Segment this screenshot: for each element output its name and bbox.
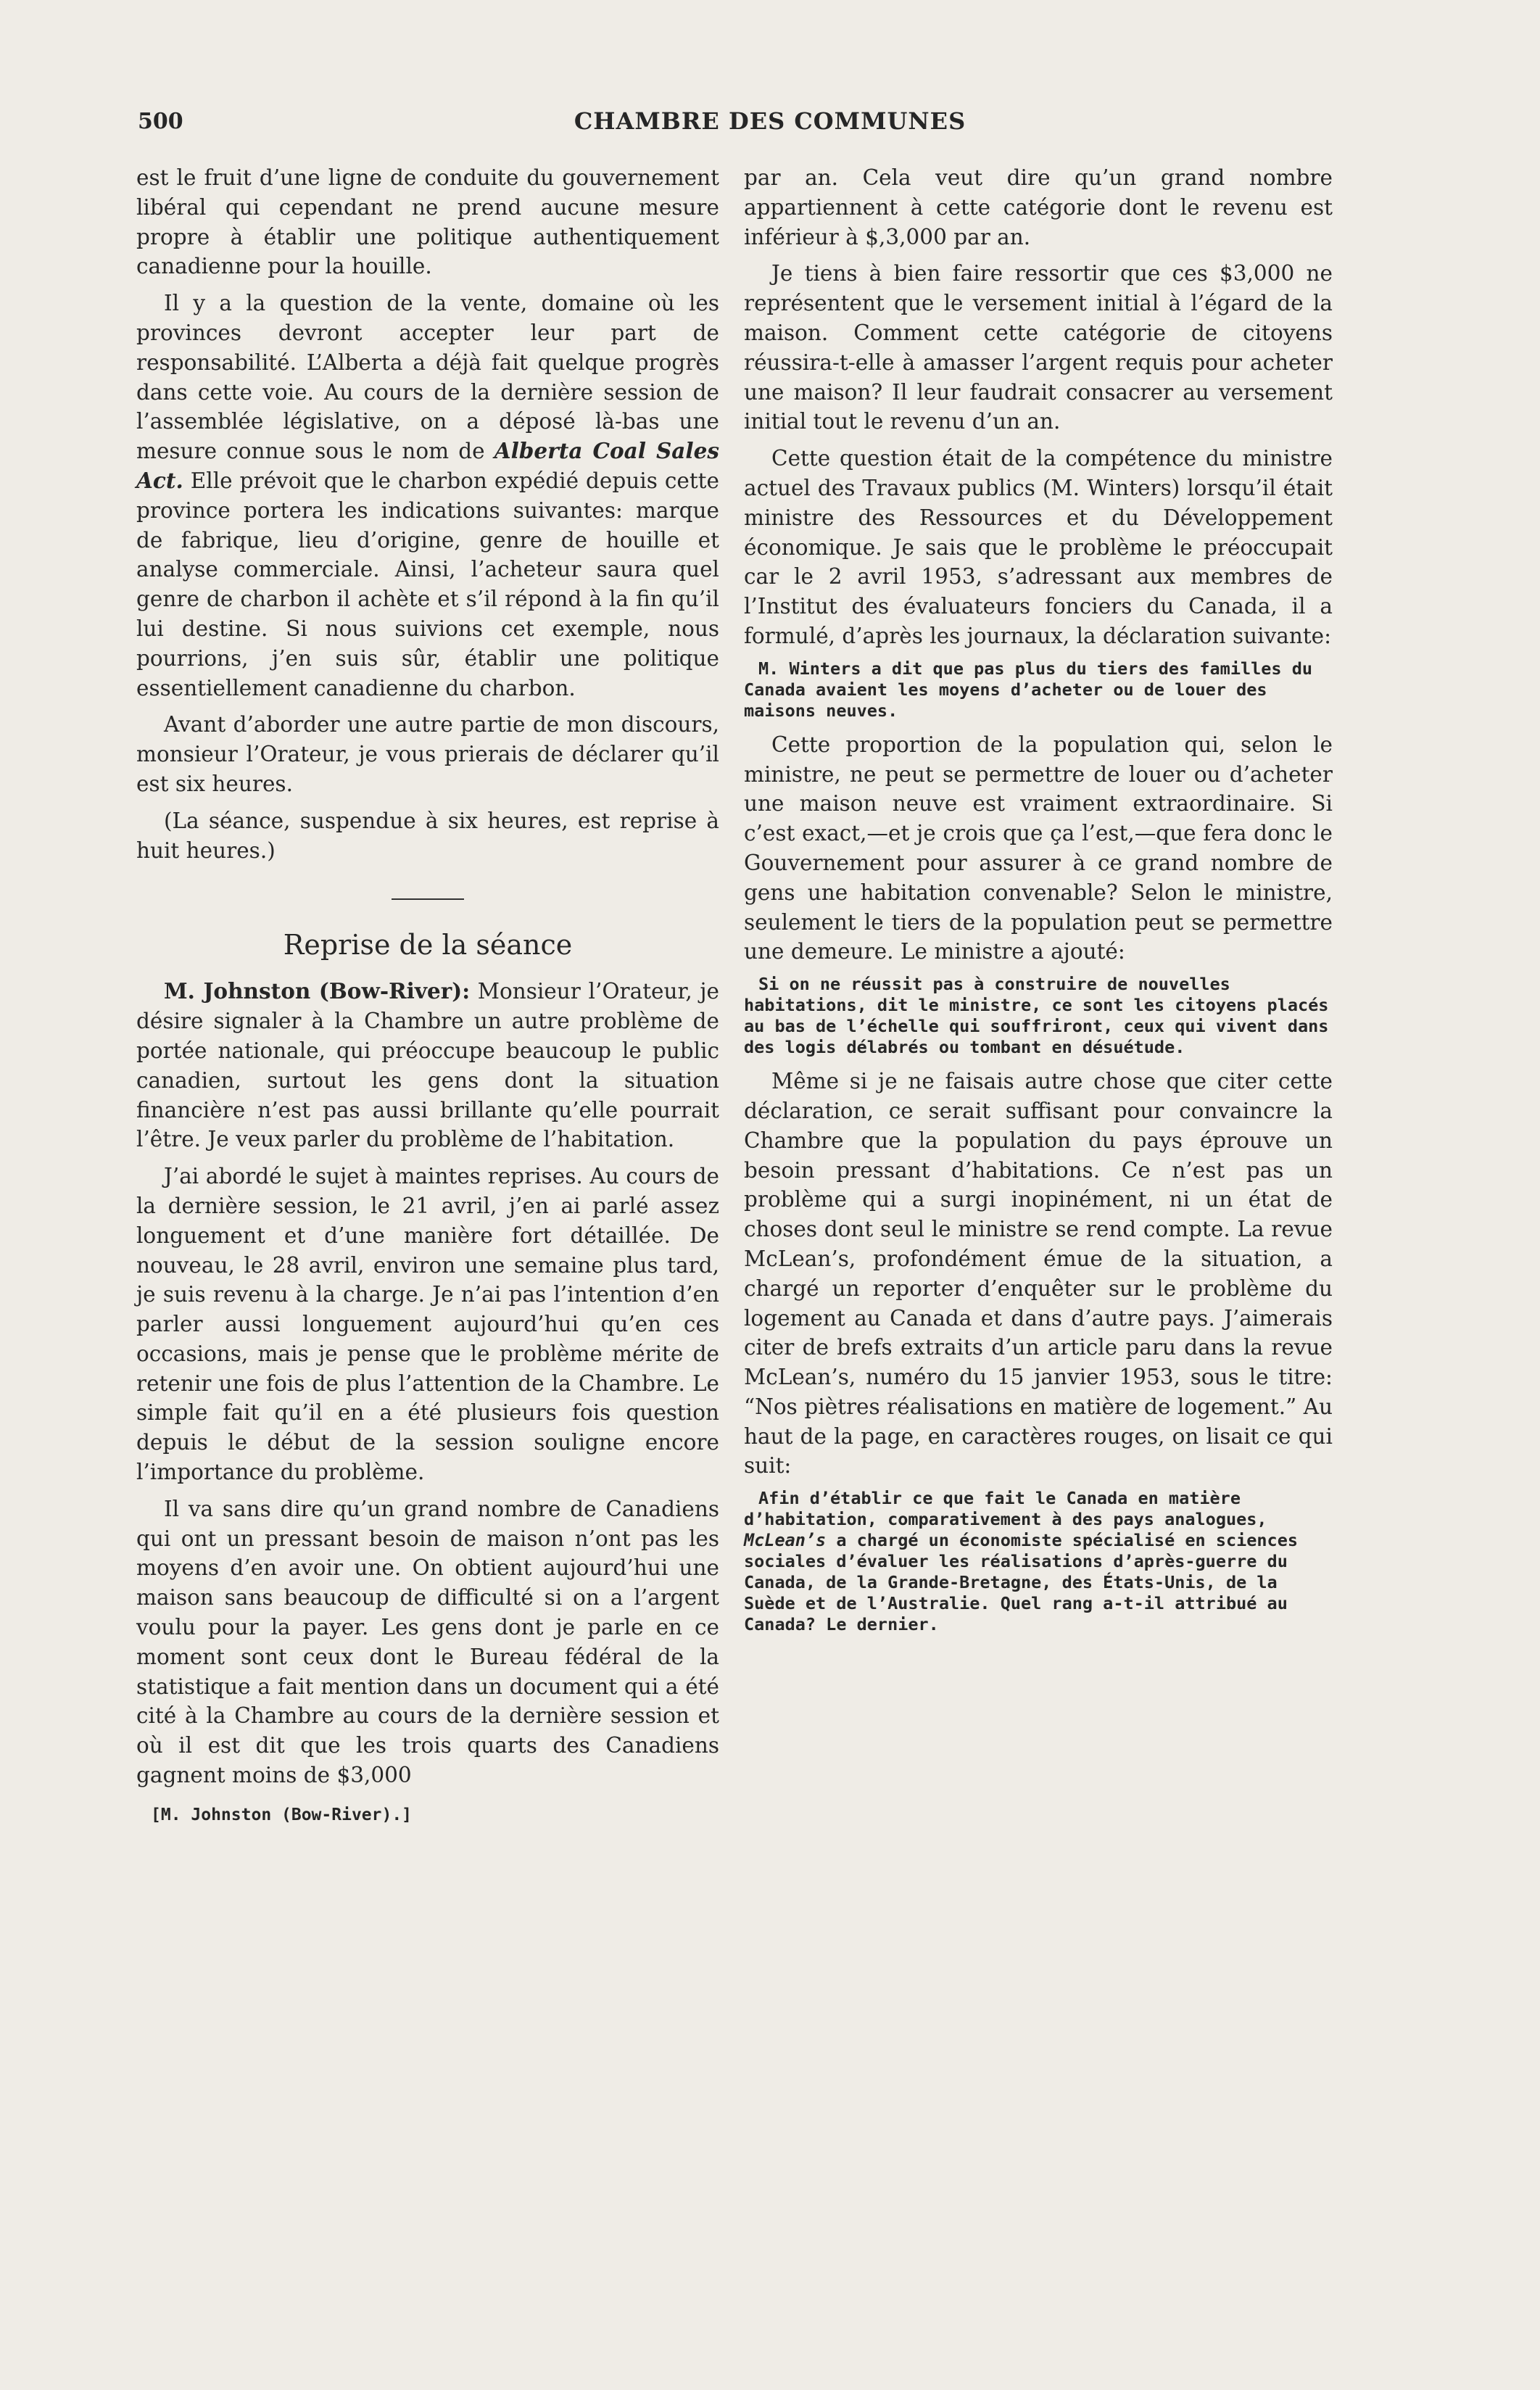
paragraph: (La séance, suspendue à six heures, est reprise à huit heures.) <box>136 808 719 863</box>
paragraph: Même si je ne faisais autre chose que citer cette déclaration, ce serait suffisant pour convaincre la Chambre que la population du pays éprouve un besoin pressant d’habitations. Ce n’est pas un problème qui a surgi inopinément, ni un état de choses dont seul le ministre se rend compte. La revue McLean’s, profondément émue de la situation, a chargé un reporter d’enquêter sur le problème du logement au Canada et dans d’autre pays. J’aimerais citer de brefs extraits d’un article paru dans la revue McLean’s, numéro du 15 janvier 1953, sous le titre: “Nos piètres réalisations en matière de logement.” Au haut de la page, en caractères rouges, on lisait ce qui suit: <box>744 1069 1333 1479</box>
page-number: 500 <box>138 109 183 134</box>
paragraph <box>136 289 719 703</box>
paragraph: par an. Cela veut dire qu’un grand nombre appartiennent à cette catégorie dont le revenu est inférieur à $,3,000 par an. <box>744 165 1333 249</box>
right-column <box>744 163 1333 1644</box>
paragraph: Cette proportion de la population qui, selon le ministre, ne peut se permettre de louer ou d’acheter une maison neuve est vraiment extraordinaire. Si c’est exact,—et je crois que ça l’est,—que fera donc le Gouvernement pour assurer à ce grand nombre de gens une habitation convenable? Selon le ministre, seulement le tiers de la population peut se permettre une demeure. Le ministre a ajouté: <box>744 732 1333 964</box>
text-run: a chargé un économiste spécialisé en sciences sociales d’évaluer les réalisations d’après-guerre du Canada, de la Grande-Bretagne, des États-Unis, de la Suède et de l’Australie. Quel rang a-t-il attribué au Canada? Le dernier. <box>744 1530 1299 1635</box>
paragraph: Cette question était de la compétence du ministre actuel des Travaux publics (M. Winters) lorsqu’il était ministre des Ressources et du Développement économique. Je sais que le problème le préoccupait car le 2 avril 1953, s’adressant aux membres de l’Institut des évaluateurs fonciers du Canada, il a formulé, d’après les journaux, la déclaration suivante: <box>744 446 1333 648</box>
text-run: Elle prévoit que le charbon expédié depuis cette province portera les indications suivantes: marque de fabrique, lieu d’origine, genre de houille et analyse commerciale. Ainsi, l’acheteur saura quel genre de charbon il achète et s’il répond à la fin qu’il lui destine. Si nous suivions cet exemple, nous pourrions, j’en suis sûr, établir une politique essentiellement canadienne du charbon. <box>136 468 719 700</box>
text-run: Afin d’établir ce que fait le Canada en matière d’habitation, comparativement à des pays analogues, <box>744 1488 1267 1530</box>
speaker-name: M. Johnston (Bow-River): <box>164 978 471 1004</box>
text-run: Il y a la question de la vente, domaine où les provinces devront accepter leur part de responsabilité. L’Alberta a déjà fait quelque progrès dans cette voie. Au cours de la dernière session de l’assemblée législative, on a déposé là-bas une mesure connue sous le nom de <box>136 291 719 464</box>
paragraph: est le fruit d’une ligne de conduite du gouvernement libéral qui cependant ne prend aucune mesure propre à établir une politique authentiquement canadienne pour la houille. <box>136 165 719 279</box>
paragraph <box>136 977 719 1154</box>
speaker-attribution: [M. Johnston (Bow-River).] <box>151 1805 413 1824</box>
paragraph: Il va sans dire qu’un grand nombre de Canadiens qui ont un pressant besoin de maison n’ont pas les moyens d’en avoir une. On obtient aujourd’hui une maison sans beaucoup de difficulté si on a l’argent voulu pour la payer. Les gens dont je parle en ce moment sont ceux dont le Bureau fédéral de la statistique a fait mention dans un document qui a été cité à la Chambre au cours de la dernière session et où il est dit que les trois quarts des Canadiens gagnent moins de $3,000 <box>136 1496 719 1788</box>
magazine-title: McLean’s <box>744 1530 827 1551</box>
text-run: Monsieur l’Orateur, je désire signaler à la Chambre un autre problème de portée nationale, qui préoccupe beaucoup le public canadien, surtout les gens dont la situation financière n’est pas aussi brillante qu’elle pourrait l’être. Je veux parler du problème de l’habitation. <box>136 979 719 1152</box>
block-quote <box>744 1488 1333 1635</box>
paragraph: Je tiens à bien faire ressortir que ces $3,000 ne représentent que le versement initial à l’égard de la maison. Comment cette catégorie de citoyens réussira-t-elle à amasser l’argent requis pour acheter une maison? Il leur faudrait consacrer au versement initial tout le revenu d’un an. <box>744 261 1333 434</box>
left-column <box>136 163 719 1830</box>
paragraph: Avant d’aborder une autre partie de mon discours, monsieur l’Orateur, je vous prierais de déclarer qu’il est six heures. <box>136 712 719 796</box>
act-title: Alberta Coal Sales Act. <box>136 438 719 493</box>
running-head: CHAMBRE DES COMMUNES <box>574 107 966 135</box>
paragraph: J’ai abordé le sujet à maintes reprises. Au cours de la dernière session, le 21 avril, j’en ai parlé assez longuement et d’une manière fort détaillée. De nouveau, le 28 avril, environ une semaine plus tard, je suis revenu à la charge. Je n’ai pas l’intention d’en parler aussi longuement aujourd’hui qu’en ces occasions, mais je pense que le problème mérite de retenir une fois de plus l’attention de la Chambre. Le simple fait qu’il en a été plusieurs fois question depuis le début de la session souligne encore l’importance du problème. <box>136 1164 719 1485</box>
section-divider <box>392 898 464 900</box>
block-quote: Si on ne réussit pas à construire de nouvelles habitations, dit le ministre, ce sont les citoyens placés au bas de l’échelle qui souffriront, ceux qui vivent dans des logis délabrés ou tombant en désuétude. <box>744 974 1329 1058</box>
section-heading: Reprise de la séance <box>283 929 573 962</box>
block-quote: M. Winters a dit que pas plus du tiers des familles du Canada avaient les moyens d’acheter ou de louer des maisons neuves. <box>744 658 1313 721</box>
